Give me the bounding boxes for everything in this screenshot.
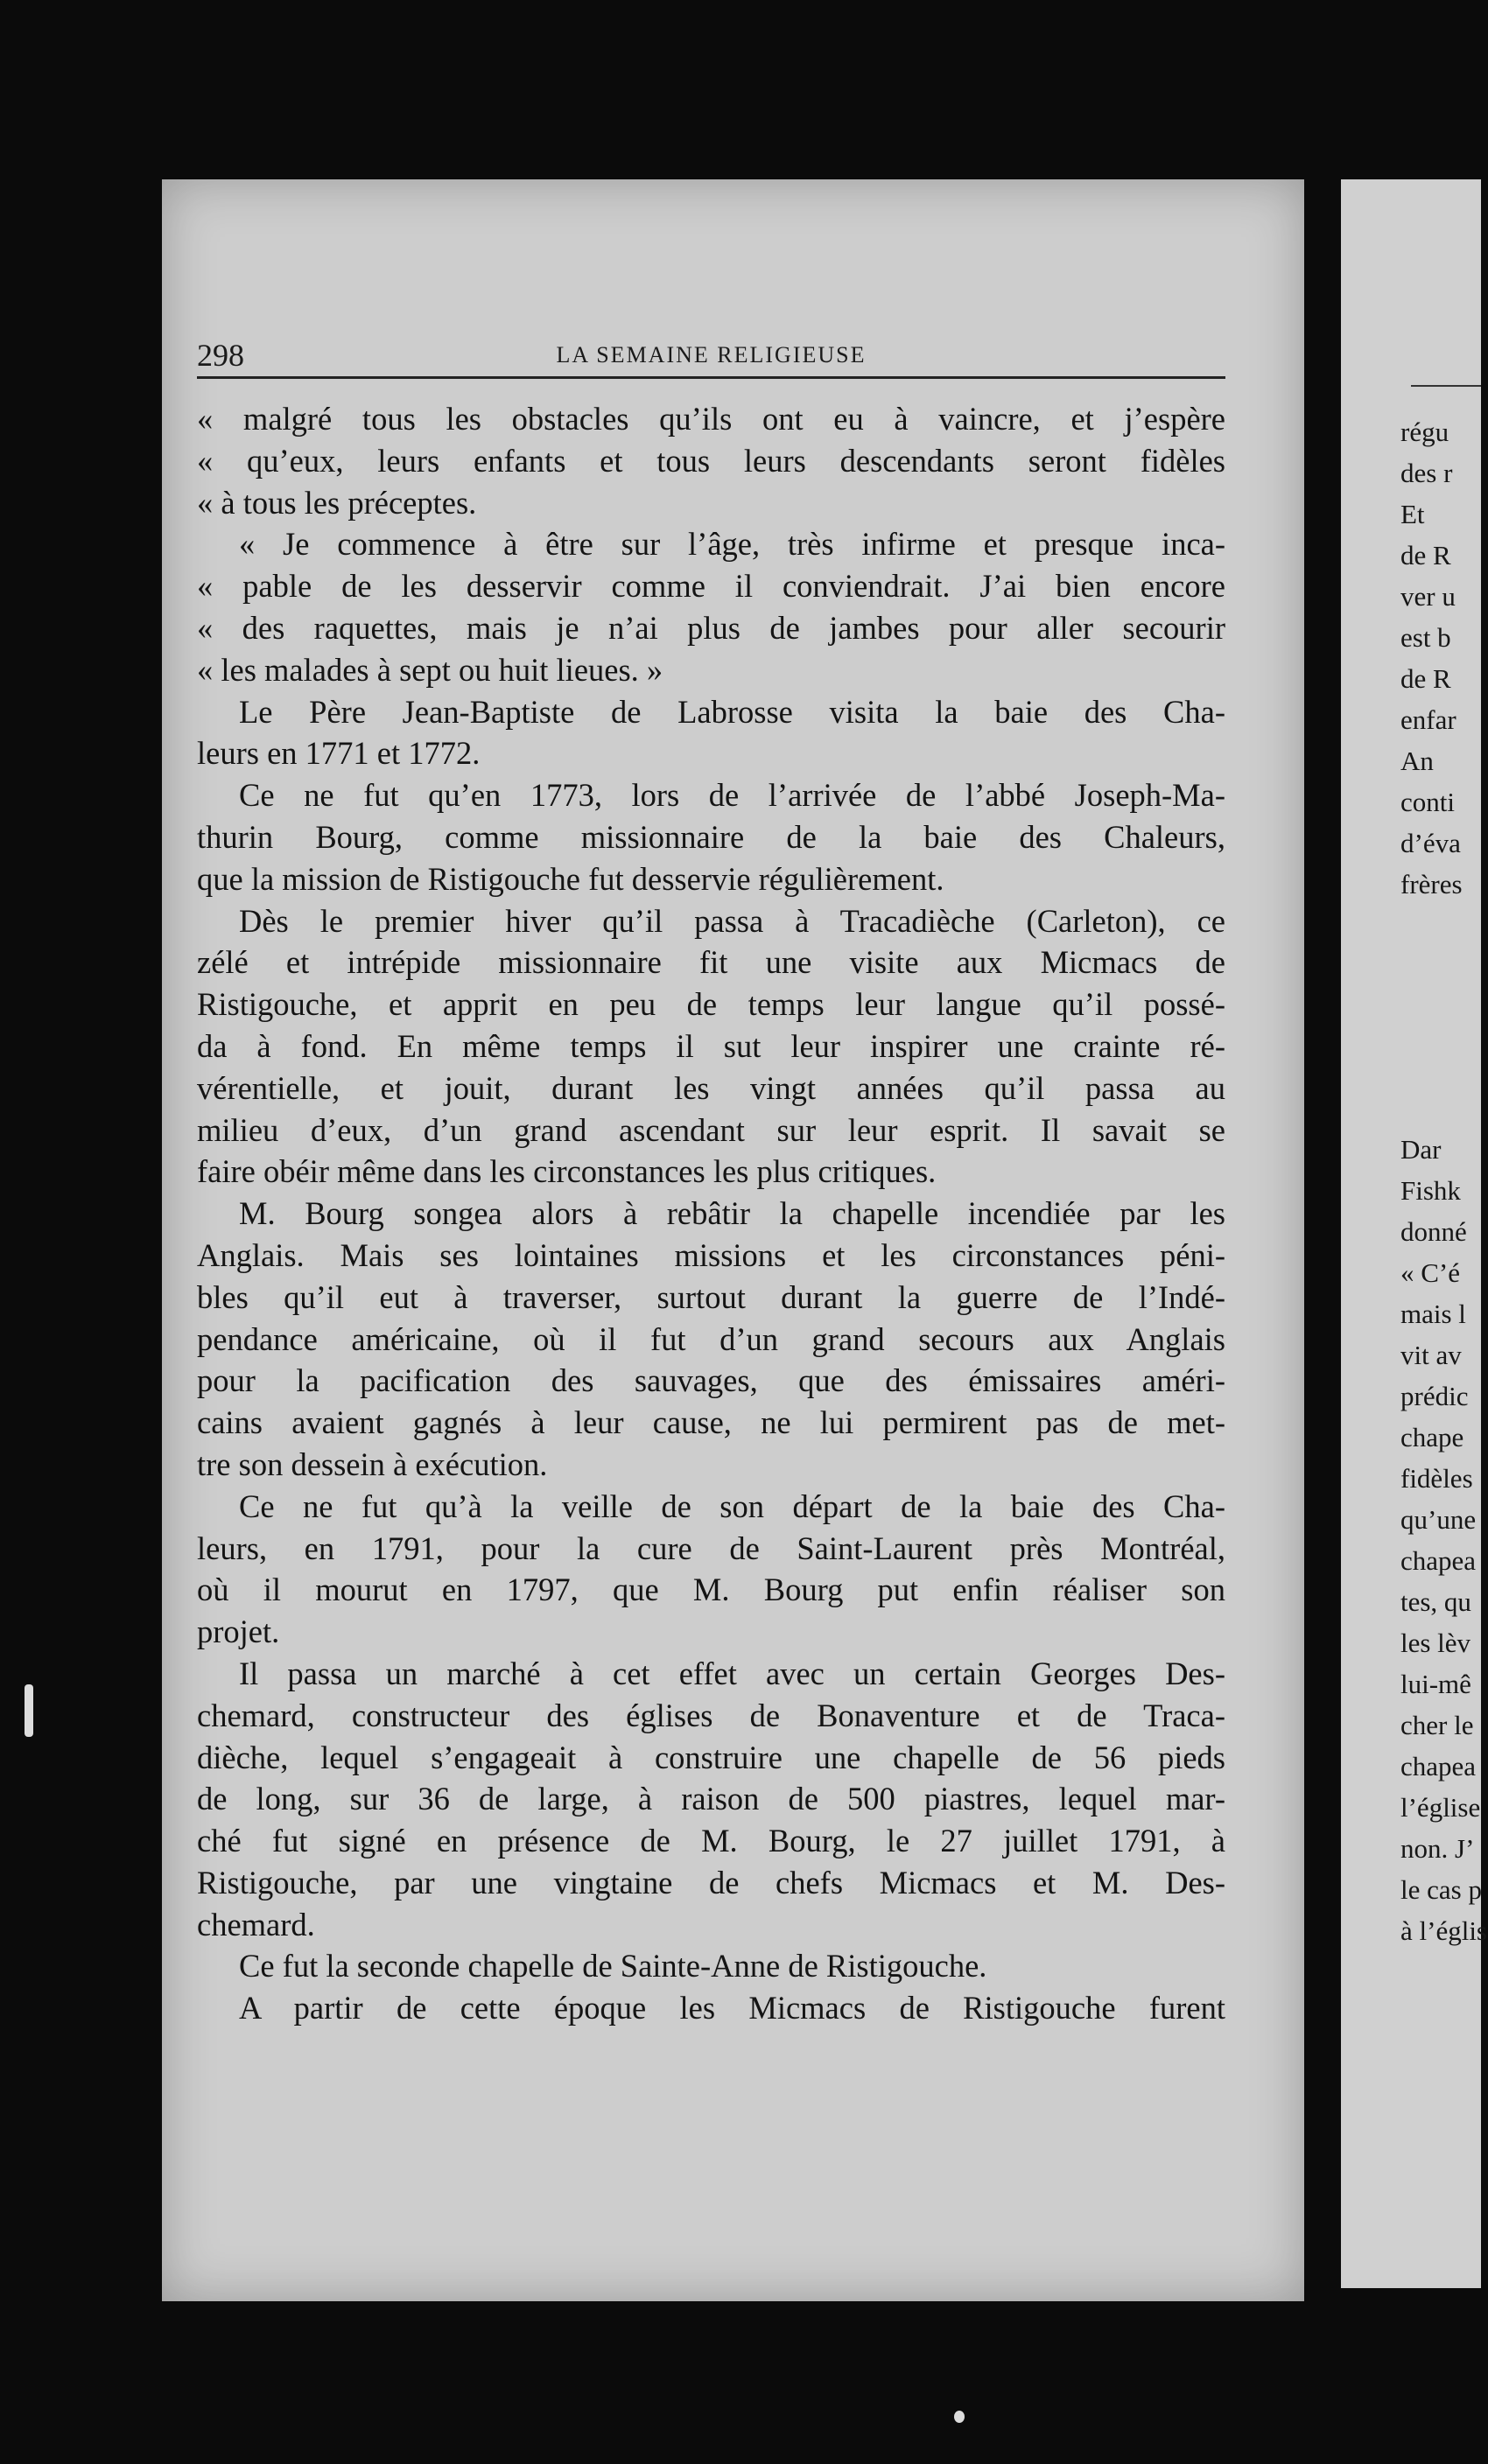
text-line: A partir de cette époque les Micmacs de Ristigouche furent [239,1990,1225,2026]
page-header [197,337,1225,372]
text-line: tre son dessein à exécution. [197,1446,548,1482]
dust-speck [954,2411,965,2423]
right-page-fragment: enfar [1400,704,1456,735]
right-page-text-top [1400,411,1488,905]
text-line: Le Père Jean-Baptiste de Labrosse visita la baie des Cha- [239,693,1225,730]
text-line: « qu’eux, leurs enfants et tous leurs descendants seront fidèles [197,442,1225,479]
text-line: Anglais. Mais ses lointaines missions et les circonstances péni- [197,1236,1225,1273]
text-line: ché fut signé en présence de M. Bourg, le 27 juillet 1791, à [197,1823,1225,1859]
body-text [197,398,1225,2029]
text-line: chemard, constructeur des églises de Bonaventure et de Traca- [197,1697,1225,1733]
right-page-fragment: de R [1400,540,1451,570]
right-page-fragment: Fishk [1400,1175,1461,1206]
right-page-rule [1411,385,1481,387]
text-line: de long, sur 36 de large, à raison de 500 piastres, lequel mar- [197,1781,1225,1817]
right-page-fragment: vit av [1400,1340,1462,1370]
text-line: vérentielle, et jouit, durant les vingt années qu’il passa au [197,1069,1225,1106]
dust-speck [25,1684,33,1737]
text-line: Ristigouche, et apprit en peu de temps leur langue qu’il possé- [197,986,1225,1023]
right-page-fragment: chapea [1400,1751,1477,1782]
right-page-fragment: prédic [1400,1381,1469,1411]
text-line: pendance américaine, où il fut d’un grand secours aux Anglais [197,1320,1225,1357]
right-page-fragment: d’éva [1400,828,1461,858]
right-page-fragment: Et [1400,499,1425,529]
right-page-fragment: des r [1400,458,1453,488]
header-rule [197,376,1225,379]
text-line: « des raquettes, mais je n’ai plus de jambes pour aller secourir [197,609,1225,646]
right-page-fragment: Dar [1400,1134,1442,1165]
text-line: où il mourut en 1797, que M. Bourg put enfin réaliser son [197,1572,1225,1608]
text-line: Il passa un marché à cet effet avec un certain Georges Des- [239,1655,1225,1691]
right-page-fragment: chapea [1400,1545,1477,1576]
text-line: M. Bourg songea alors à rebâtir la chapelle incendiée par les [239,1195,1225,1232]
right-page-fragment: le cas p [1400,1874,1482,1905]
running-title: LA SEMAINE RELIGIEUSE [556,342,867,368]
text-line: faire obéir même dans les circonstances les plus critiques. [197,1153,937,1190]
text-line: dièche, lequel s’engageait à construire une chapelle de 56 pieds [197,1739,1225,1775]
right-page-fragment: chape [1400,1422,1464,1452]
text-line: « les malades à sept ou huit lieues. » [197,651,663,688]
right-page-fragment: non. J’ [1400,1833,1475,1864]
text-line: Dès le premier hiver qu’il passa à Tracadièche (Carleton), ce [239,902,1225,939]
text-line: milieu d’eux, d’un grand ascendant sur leur esprit. Il savait se [197,1111,1225,1148]
text-line: chemard. [197,1906,315,1942]
text-line: leurs en 1771 et 1772. [197,735,481,772]
right-page-fragment: lui-mê [1400,1669,1471,1699]
text-line: Ce ne fut qu’à la veille de son départ de la baie des Cha- [239,1488,1225,1524]
right-page-fragment: An [1400,746,1434,776]
right-page-fragment: mais l [1400,1298,1466,1329]
text-line: da à fond. En même temps il sut leur inspirer une crainte ré- [197,1027,1225,1064]
right-page-fragment: fidèles [1400,1463,1473,1494]
right-page-fragment: l’église [1400,1792,1481,1823]
text-line: zélé et intrépide missionnaire fit une visite aux Micmacs de [197,944,1225,981]
text-line: « à tous les préceptes. [197,484,477,521]
right-page-fragment: frères [1400,869,1463,900]
page-number: 298 [197,338,244,373]
right-page-fragment: donné [1400,1216,1467,1247]
right-page-text-bottom [1400,1129,1488,1951]
text-line: Ce fut la seconde chapelle de Sainte-Anne de Ristigouche. [239,1948,987,1984]
right-page-fragment: de R [1400,663,1451,694]
text-line: bles qu’il eut à traverser, surtout durant la guerre de l’Indé- [197,1278,1225,1315]
text-line: « pable de les desservir comme il conviendrait. J’ai bien encore [197,568,1225,605]
text-line: que la mission de Ristigouche fut desservie régulièrement. [197,860,944,897]
text-line: « malgré tous les obstacles qu’ils ont eu à vaincre, et j’espère [197,401,1225,437]
right-page-fragment: tes, qu [1400,1586,1471,1617]
right-page-fragment: régu [1400,416,1449,447]
right-page-fragment: est b [1400,622,1451,653]
text-line: Ce ne fut qu’en 1773, lors de l’arrivée de l’abbé Joseph-Ma- [239,777,1225,814]
right-page-fragment: conti [1400,787,1455,817]
text-line: Ristigouche, par une vingtaine de chefs Micmacs et M. Des- [197,1864,1225,1900]
right-page-fragment: « C’é [1400,1257,1461,1288]
text-line: leurs, en 1791, pour la cure de Saint-Laurent près Montréal, [197,1530,1225,1566]
right-page-fragment: les lèv [1400,1628,1471,1658]
right-page-fragment: qu’une [1400,1504,1477,1535]
text-line: projet. [197,1614,280,1650]
text-line: cains avaient gagnés à leur cause, ne lui permirent pas de met- [197,1404,1225,1441]
right-page-fragment: cher le [1400,1710,1474,1740]
text-line: « Je commence à être sur l’âge, très infirme et presque inca- [239,526,1225,563]
right-page-fragment: ver u [1400,581,1456,612]
text-line: thurin Bourg, comme missionnaire de la baie des Chaleurs, [197,818,1225,855]
right-page-fragment: à l’églis [1400,1915,1487,1946]
text-line: pour la pacification des sauvages, que des émissaires améri- [197,1362,1225,1399]
